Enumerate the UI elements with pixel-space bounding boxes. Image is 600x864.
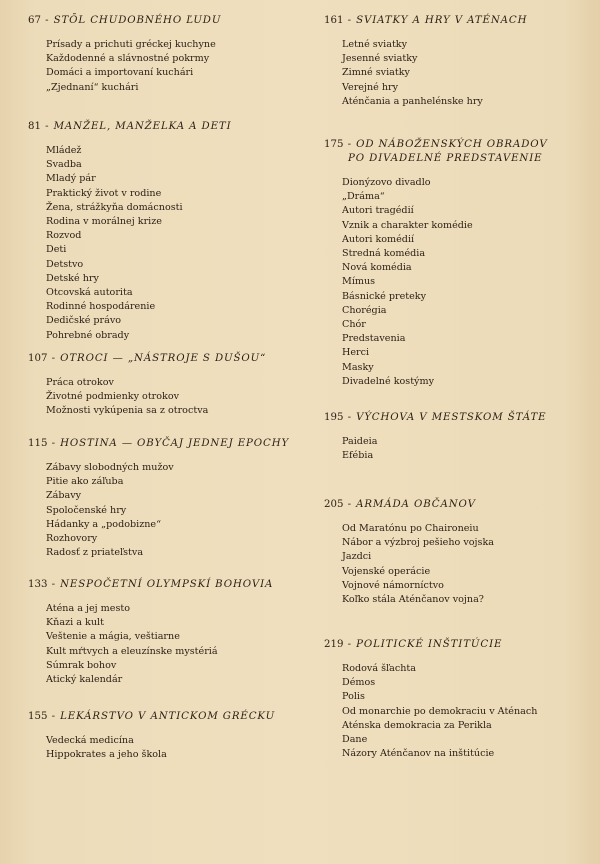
subtopic-item: Žena, strážkyňa domácnosti — [46, 201, 183, 213]
section-heading: 133 - NESPOČETNÍ OLYMPSKÍ BOHOVIA — [28, 579, 274, 590]
subtopic-item: Jesenné sviatky — [342, 53, 418, 65]
section-title: NESPOČETNÍ OLYMPSKÍ BOHOVIA — [60, 579, 274, 590]
subtopic-list — [324, 662, 594, 761]
page-number: 175 — [324, 139, 344, 150]
subtopic-item: Aténa a jej mesto — [46, 603, 131, 614]
section-title: LEKÁRSTVO V ANTICKOM GRÉCKU — [60, 711, 276, 722]
subtopic-item: Od monarchie po demokraciu v Aténach — [342, 705, 538, 717]
subtopic-item: Rozhovory — [46, 533, 98, 545]
section-title: VÝCHOVA V MESTSKOM ŠTÁTE — [356, 412, 547, 423]
subtopic-item: Predstavenia — [342, 333, 406, 345]
subtopic-item: Stredná komédia — [342, 248, 426, 260]
toc-section — [324, 638, 594, 761]
page-number: 67 — [28, 15, 41, 26]
page-number: 205 — [324, 499, 344, 510]
subtopic-item: „Zjednaní“ kuchári — [46, 81, 139, 93]
subtopic-item: Divadelné kostýmy — [342, 375, 434, 387]
subtopic-item: Rozvod — [46, 230, 82, 242]
page-number: 195 — [324, 412, 344, 423]
subtopic-item: Aténska demokracia za Perikla — [342, 719, 492, 731]
subtopic-list — [324, 435, 594, 463]
subtopic-item: Veštenie a mágia, veštiarne — [46, 631, 180, 643]
page-number: 133 — [28, 579, 48, 590]
subtopic-item: Zábavy — [46, 490, 82, 502]
page-number: 115 — [28, 438, 48, 449]
subtopic-item: Aténčania a panhelénske hry — [342, 95, 483, 107]
subtopic-item: Jazdci — [342, 551, 372, 563]
section-title: MANŽEL, MANŽELKA A DETI — [53, 121, 232, 132]
subtopic-item: Deti — [46, 244, 67, 256]
subtopic-item: Pohrebné obrady — [46, 329, 130, 341]
section-heading: 205 - ARMÁDA OBČANOV — [324, 499, 476, 510]
subtopic-item: Rodová šľachta — [342, 663, 416, 674]
toc-section — [28, 120, 298, 343]
subtopic-item: Dane — [342, 734, 368, 746]
subtopic-item: Verejné hry — [342, 81, 399, 93]
subtopic-item: Chorégia — [342, 304, 387, 316]
toc-section — [324, 498, 594, 607]
section-heading: 161 - SVIATKY A HRY V ATÉNACH — [324, 15, 528, 26]
subtopic-item: Paideia — [342, 436, 378, 447]
section-heading: 219 - POLITICKÉ INŠTITÚCIE — [324, 639, 503, 650]
subtopic-item: Prísady a prichuti gréckej kuchyne — [46, 39, 216, 50]
section-title: SVIATKY A HRY V ATÉNACH — [356, 15, 528, 26]
subtopic-item: Rodina v morálnej krize — [46, 216, 162, 228]
subtopic-item: Názory Aténčanov na inštitúcie — [342, 748, 495, 760]
toc-section — [324, 138, 594, 389]
subtopic-item: Mladý pár — [46, 173, 96, 185]
subtopic-item: Nábor a výzbroj pešieho vojska — [342, 537, 494, 549]
subtopic-item: Dionýzovo divadlo — [342, 177, 431, 188]
subtopic-item: Práca otrokov — [46, 377, 114, 388]
section-title: ARMÁDA OBČANOV — [356, 499, 476, 510]
section-title: HOSTINA — OBYČAJ JEDNEJ EPOCHY — [60, 438, 290, 449]
subtopic-list — [28, 461, 298, 560]
subtopic-item: Životné podmienky otrokov — [46, 391, 180, 403]
subtopic-item: Autori tragédií — [342, 205, 414, 217]
subtopic-item: Kult mŕtvych a eleuzínske mystériá — [46, 645, 218, 657]
subtopic-item: Letné sviatky — [342, 39, 408, 50]
page-number: 107 — [28, 353, 48, 364]
subtopic-item: Kňazi a kult — [46, 617, 104, 629]
subtopic-item: Polis — [342, 691, 365, 703]
section-heading: 81 - MANŽEL, MANŽELKA A DETI — [28, 121, 232, 132]
subtopic-item: Hádanky a „podobizne“ — [46, 518, 162, 530]
subtopic-item: Efébia — [342, 450, 374, 462]
subtopic-list — [28, 38, 298, 95]
subtopic-item: Vojnové námorníctvo — [342, 579, 444, 591]
subtopic-item: Radosť z priateľstva — [46, 547, 144, 559]
toc-section — [28, 352, 298, 419]
subtopic-list — [324, 176, 594, 389]
subtopic-item: Súmrak bohov — [46, 659, 117, 671]
subtopic-item: Každodenné a slávnostné pokrmy — [46, 53, 210, 65]
subtopic-item: Autori komédií — [342, 233, 415, 245]
page-number: 161 — [324, 15, 344, 26]
subtopic-list — [28, 376, 298, 419]
subtopic-item: Od Maratónu po Chaironeiu — [342, 523, 479, 534]
subtopic-item: Vznik a charakter komédie — [342, 219, 473, 231]
toc-section — [28, 578, 298, 687]
section-heading: 67 - STŌL CHUDOBNÉHO ĽUDU — [28, 15, 222, 26]
section-heading: 155 - LEKÁRSTVO V ANTICKOM GRÉCKU — [28, 711, 276, 722]
subtopic-item: Vedecká medicína — [46, 735, 134, 746]
subtopic-item: Hippokrates a jeho škola — [46, 749, 167, 761]
subtopic-list — [324, 38, 594, 109]
subtopic-item: Mímus — [342, 276, 376, 288]
subtopic-item: Detstvo — [46, 258, 84, 270]
section-title: OTROCI — „NÁSTROJE S DUŠOU“ — [60, 353, 267, 364]
section-title: POLITICKÉ INŠTITÚCIE — [356, 639, 503, 650]
subtopic-item: Chór — [342, 319, 366, 331]
subtopic-item: Praktický život v rodine — [46, 187, 162, 199]
subtopic-item: Démos — [342, 677, 376, 689]
page-number: 219 — [324, 639, 344, 650]
subtopic-item: Koľko stála Aténčanov vojna? — [342, 594, 484, 606]
section-heading: 175 - OD NÁBOŽENSKÝCH OBRADOV PO DIVADELNÉ PREDSTAVENIE — [324, 138, 594, 166]
subtopic-item: Svadba — [46, 159, 82, 171]
section-title: OD NÁBOŽENSKÝCH OBRADOV — [356, 139, 548, 150]
subtopic-item: Spoločenské hry — [46, 504, 127, 516]
subtopic-item: Atický kalendár — [46, 674, 123, 686]
subtopic-item: Domáci a importovaní kuchári — [46, 67, 194, 79]
subtopic-item: Masky — [342, 361, 374, 373]
subtopic-item: Herci — [342, 347, 370, 359]
section-heading: 107 - OTROCI — „NÁSTROJE S DUŠOU“ — [28, 353, 267, 364]
subtopic-item: Vojenské operácie — [342, 565, 431, 577]
subtopic-list — [28, 602, 298, 687]
toc-section — [324, 411, 594, 463]
subtopic-item: „Dráma“ — [342, 191, 385, 203]
subtopic-item: Dedičské právo — [46, 315, 122, 327]
subtopic-list — [324, 522, 594, 607]
toc-section — [28, 437, 298, 560]
subtopic-item: Rodinné hospodárenie — [46, 301, 156, 313]
section-title-continued: PO DIVADELNÉ PREDSTAVENIE — [348, 153, 543, 164]
subtopic-item: Otcovská autorita — [46, 287, 133, 299]
subtopic-item: Nová komédia — [342, 262, 412, 274]
subtopic-item: Básnické preteky — [342, 290, 427, 302]
subtopic-item: Zábavy slobodných mužov — [46, 462, 174, 473]
subtopic-item: Detské hry — [46, 272, 99, 284]
subtopic-item: Zimné sviatky — [342, 67, 410, 79]
section-title: STŌL CHUDOBNÉHO ĽUDU — [53, 15, 222, 26]
subtopic-item: Mládež — [46, 145, 82, 156]
toc-section — [28, 14, 298, 95]
page-number: 81 — [28, 121, 41, 132]
section-heading: 115 - HOSTINA — OBYČAJ JEDNEJ EPOCHY — [28, 438, 290, 449]
section-heading: 195 - VÝCHOVA V MESTSKOM ŠTÁTE — [324, 412, 547, 423]
toc-section — [28, 710, 298, 762]
subtopic-item: Pitie ako záľuba — [46, 476, 124, 488]
subtopic-list — [28, 144, 298, 343]
toc-section — [324, 14, 594, 109]
subtopic-list — [28, 734, 298, 762]
page-number: 155 — [28, 711, 48, 722]
subtopic-item: Možnosti vykúpenia sa z otroctva — [46, 405, 209, 417]
